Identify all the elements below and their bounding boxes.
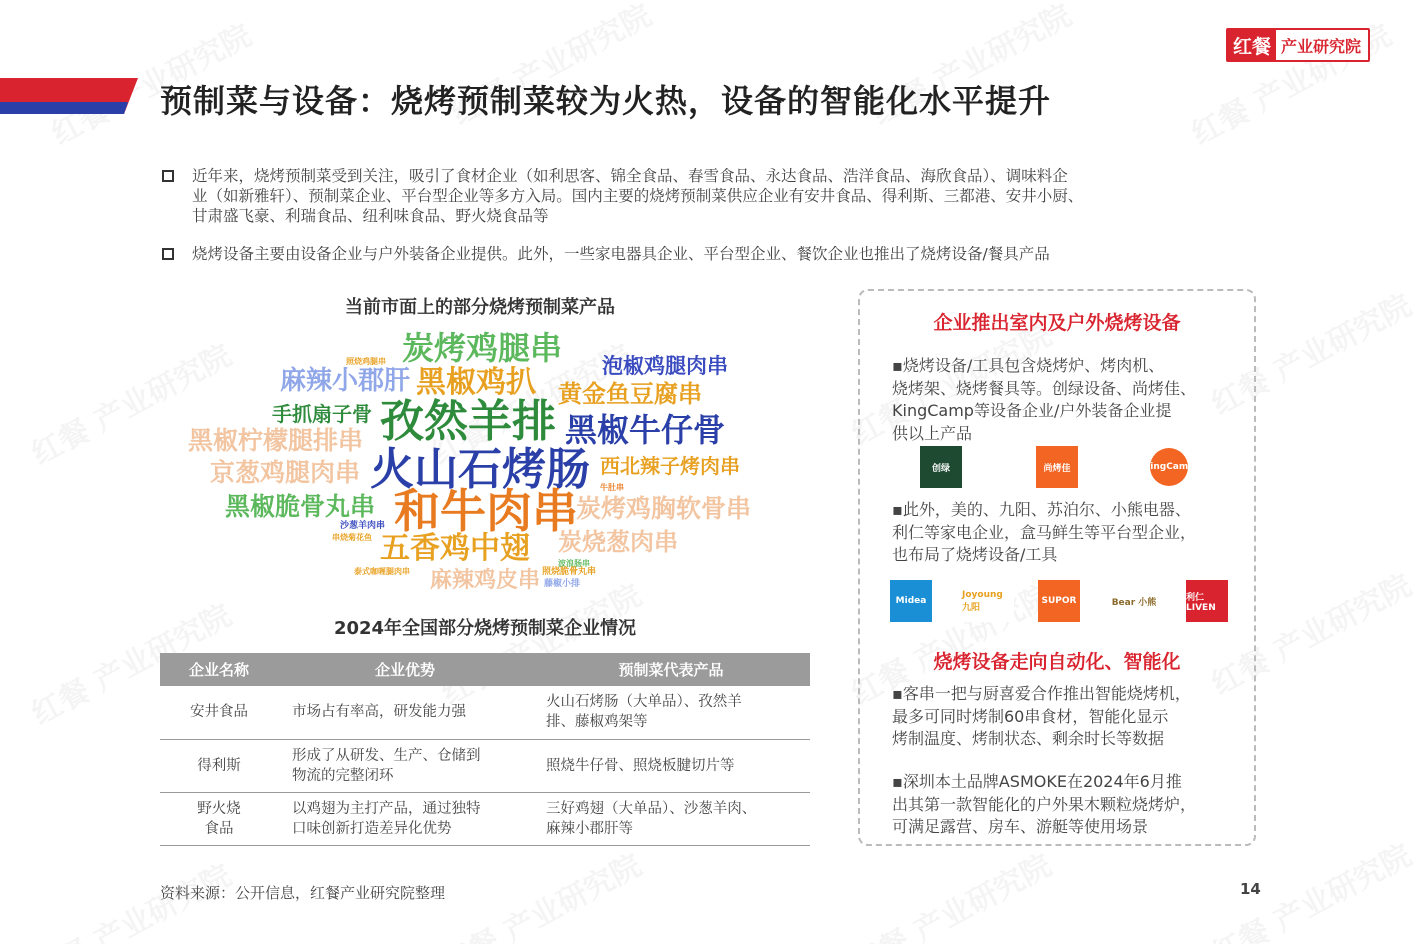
page-number: 14 [1240,880,1261,898]
header-advantage: 企业优势 [278,653,532,686]
company-table [160,653,810,846]
word-cloud-word: 麻辣鸡皮串 [430,568,541,593]
word-cloud-word: 黑椒牛仔骨 [565,411,726,449]
table-title: 2024年全国部分烧烤预制菜企业情况 [333,618,637,639]
brand-logo-kingcamp: KingCamp [1150,448,1188,486]
word-cloud-word: 波浪肠串 [558,559,590,568]
bullet-1-line-1: 近年来，烧烤预制菜受到关注，吸引了食材企业（如利思客、锦全食品、春雪食品、永达食品、浩洋食品、海欣食品）、调味料企 [192,167,1068,185]
brand-logo-supor: SUPOR [1038,580,1080,622]
word-cloud-word: 牛肚串 [600,483,624,492]
bullet-2-line-1: 烧烤设备主要由设备企业与户外装备企业提供。此外，一些家电器具企业、平台型企业、餐饮企业也推出了烧烤设备/餐具产品 [192,245,1050,263]
word-cloud-word: 京葱鸡腿肉串 [210,458,361,487]
watermark-text [433,841,648,944]
watermark-text [1203,831,1416,944]
cell-products: 照烧牛仔骨、照烧板腱切片等 [532,739,810,792]
word-cloud-word: 麻辣小郡肝 [280,366,411,396]
panel-heading-smart: 烧烤设备走向自动化、智能化 [933,651,1181,673]
word-cloud-word: 黑椒鸡扒 [416,365,536,400]
word-cloud-word: 炭烤鸡腿串 [402,329,563,367]
brand-logo-shangkaojia: 尚烤佳 [1036,446,1078,488]
cell-products: 三好鸡翅（大单品）、沙葱羊肉、 麻辣小郡肝等 [532,792,810,845]
bullet-2 [162,244,1050,264]
brand-logo-bear: Bear 小熊 [1108,580,1160,622]
cell-advantage: 市场占有率高，研发能力强 [278,686,532,739]
source-note: 资料来源：公开信息，红餐产业研究院整理 [160,884,446,902]
watermark-text [843,841,1058,944]
word-cloud-word: 火山石烤肠 [370,444,590,495]
word-cloud-word: 孜然羊排 [380,396,556,447]
cell-products: 火山石烤肠（大单品）、孜然羊 排、藤椒鸡架等 [532,686,810,739]
table-header-row [160,653,810,686]
product-word-cloud [180,326,780,596]
equipment-panel [858,289,1256,846]
word-cloud-word: 藤椒小排 [544,579,581,589]
panel-text-appliances: ▪此外，美的、九阳、苏泊尔、小熊电器、 利仁等家电企业，盒马鲜生等平台型企业， 也布局了烧烤设备/工具 [892,500,1197,564]
table-row [160,739,810,792]
panel-text-smart-2: ▪深圳本土品牌ASMOKE在2024年6月推 出其第一款智能化的户外果木颗粒烧烤炉， 可满足露营、房车、游艇等使用场景 [892,772,1197,836]
cell-company: 野火烧 食品 [160,792,278,845]
bullet-1-line-2: 业（如新雅轩）、预制菜企业、平台型企业等多方入局。国内主要的烧烤预制菜供应企业有安井食品、得利斯、三都港、安井小厨、 [192,187,1084,205]
word-cloud-word: 手抓扇子骨 [272,402,372,426]
panel-text-smart-1: ▪客串一把与厨喜爱合作推出智能烧烤机， 最多可同时烤制60串食材，智能化显示 烤制温度、烤制状态、剩余时长等数据 [892,684,1191,748]
cell-advantage: 以鸡翅为主打产品，通过独特 口味创新打造差异化优势 [278,792,532,845]
page-title: 预制菜与设备：烧烤预制菜较为火热，设备的智能化水平提升 [160,82,1052,120]
cell-company: 得利斯 [160,739,278,792]
word-cloud-word: 炭烤鸡胸软骨串 [576,494,752,523]
word-cloud-word: 黑椒脆骨丸串 [225,492,376,521]
word-cloud-word: 泰式咖喱腿肉串 [354,567,410,576]
header-products: 预制菜代表产品 [532,653,810,686]
word-cloud-word: 照烧脆骨丸串 [542,567,597,577]
brand-logo-chuanglv: 创绿 [920,446,962,488]
word-cloud-word: 串烧菊花鱼 [332,533,372,542]
bullet-square-icon [162,248,174,260]
panel-text-equipment: ▪烧烤设备/工具包含烧烤炉、烤肉机、 烧烤架、烧烤餐具等。创绿设备、尚烤佳、 KingCamp等设备企业/户外装备企业提 供以上产品 [892,356,1197,443]
word-cloud-word: 沙葱羊肉串 [340,521,386,531]
word-cloud-word: 和牛肉串 [394,484,578,538]
bullet-1-line-3: 甘肃盛飞豪、利瑞食品、纽利味食品、野火烧食品等 [192,207,549,225]
bullet-square-icon [162,170,174,182]
word-cloud-word: 泡椒鸡腿肉串 [602,354,728,378]
cell-advantage: 形成了从研发、生产、仓储到 物流的完整闭环 [278,739,532,792]
brand-logo [1226,28,1370,62]
logo-mark: 红餐 [1228,30,1276,60]
bullet-1 [162,166,1083,226]
brand-logo-joyoung: Joyoung 九阳 [962,580,1014,622]
logo-text: 产业研究院 [1281,36,1362,56]
word-cloud-word: 黄金鱼豆腐串 [558,380,702,408]
brand-logo-midea: Midea [890,580,932,622]
title-accent-stripe [0,78,138,114]
word-cloud-word: 照烧鸡腿串 [346,357,386,366]
word-cloud-title: 当前市面上的部分烧烤预制菜产品 [345,297,615,318]
cell-company: 安井食品 [160,686,278,739]
brand-logo-liven: 利仁 LIVEN [1186,580,1228,622]
word-cloud-word: 炭烧葱肉串 [558,528,678,556]
word-cloud-word: 西北辣子烤肉串 [600,454,740,478]
panel-heading-equipment: 企业推出室内及户外烧烤设备 [933,312,1181,334]
word-cloud-word: 黑椒柠檬腿排串 [188,426,364,455]
table-row [160,686,810,739]
table-row [160,792,810,845]
header-company: 企业名称 [160,653,278,686]
word-cloud-word: 五香鸡中翅 [380,531,530,566]
